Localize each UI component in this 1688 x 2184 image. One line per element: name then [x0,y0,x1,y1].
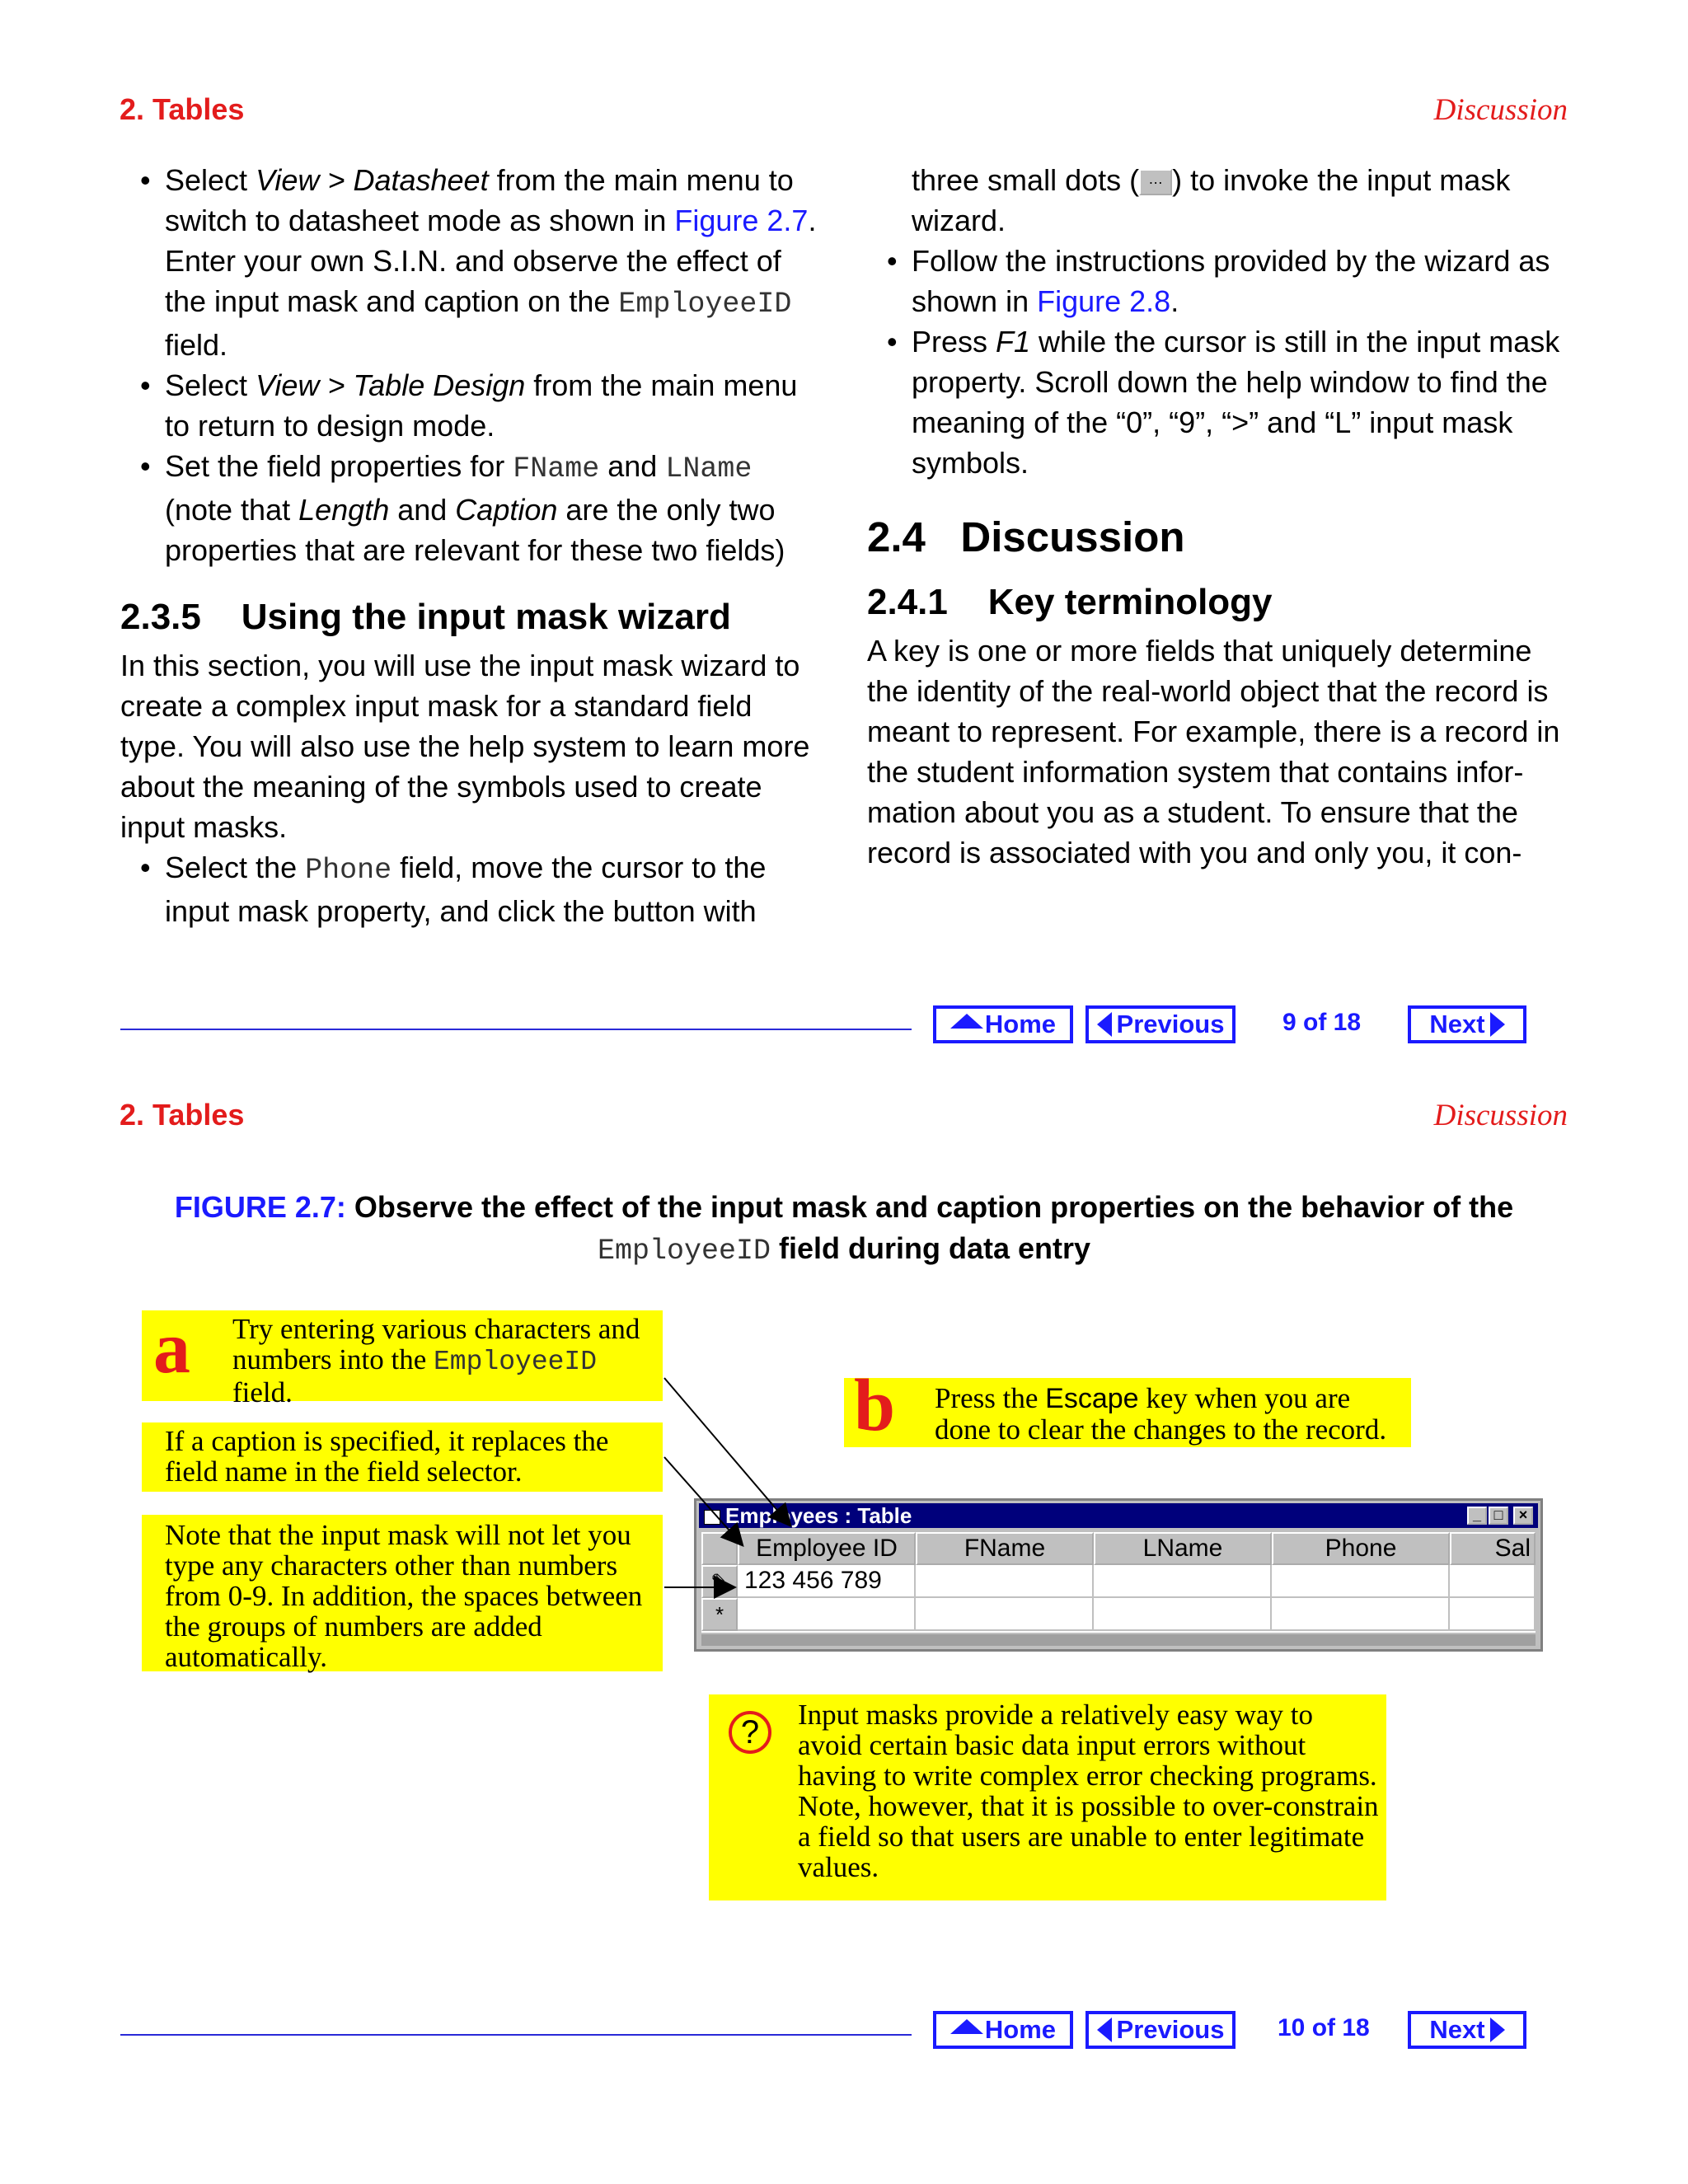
text: Set the field properties for [165,449,513,483]
text: (note that [165,493,299,527]
heading-text: Discussion [960,513,1185,560]
text: while the cursor is still in the input mask property. Scroll down the help window to find the meaning of the “0”, “9”, “>” and “L” input mask symbols. [912,325,1560,480]
heading-number: 2.4 [867,513,926,560]
caption-text: Observe the effect of the input mask and caption properties on the behavior of the [354,1190,1514,1224]
property-name: Length [298,493,390,527]
right-triangle-icon [1490,2018,1505,2042]
figure-link[interactable]: Figure 2.8 [1037,284,1171,318]
column-header-salary[interactable]: Sal [1450,1532,1536,1565]
heading-text: Key terminology [987,582,1273,622]
arrow-caption-to-header [664,1457,742,1544]
text: and [389,493,456,527]
minimize-button[interactable]: _ [1467,1507,1487,1525]
page2-header-section: Discussion [1433,1099,1568,1132]
next-button[interactable] [1408,2011,1526,2049]
next-label: Next [1429,2015,1485,2044]
figure-label: FIGURE 2.7: [174,1190,346,1224]
close-button[interactable]: × [1513,1507,1533,1525]
text: Select the [165,851,306,884]
text: Press [912,325,996,359]
text: . [1170,284,1179,318]
home-button[interactable] [933,2011,1073,2049]
menu-path: View > Table Design [256,368,526,402]
note-input-mask: Note that the input mask will not let you type any characters other than numbers from 0-9. In addition, the spaces between the groups of numbers are added automatically. [142,1515,663,1671]
letter-b-icon: b [854,1365,896,1446]
text: and [599,449,666,483]
note-text: key when you are done to clear the changes to the record. [935,1382,1387,1446]
text: from the main menu to switch to datasheet mode as shown in [165,163,794,237]
note-caption: If a caption is specified, it replaces the field name in the field selector. [142,1422,663,1492]
field-name: LName [665,452,753,485]
note-text: field. [232,1376,293,1408]
page-number: 10 of 18 [1278,2014,1370,2041]
page-number: 9 of 18 [1282,1009,1362,1036]
menu-path: View > Datasheet [256,163,489,197]
text: Follow the instructions provided by the wizard as shown in [912,244,1550,318]
field-name: FName [513,452,600,485]
page1-header-section: Discussion [1433,93,1568,127]
field-name: EmployeeID [618,288,792,321]
column-header-employee-id[interactable]: Employee ID [738,1532,916,1565]
heading-text: Using the input mask wizard [241,597,731,637]
heading-number: 2.3.5 [120,597,201,637]
question-circle-icon: ? [729,1711,771,1754]
record-selector-edit[interactable]: ✎ [701,1565,738,1598]
text: . Enter your own S.I.N. and observe the effect of the input mask and caption on the [165,204,817,318]
record-selector-new[interactable]: * [701,1598,738,1631]
footer-rule [120,2034,912,2036]
caption-field-name: EmployeeID [597,1235,771,1268]
page1-header-chapter: 2. Tables [120,92,245,126]
column-header-phone[interactable]: Phone [1272,1532,1450,1565]
text: three small dots ( [912,163,1140,197]
next-label: Next [1429,1010,1485,1038]
cell-employee-id[interactable]: 123 456 789 [738,1565,916,1598]
intro-paragraph: In this section, you will use the input mask wizard to create a complex input mask for a standard field type. You will also use the help system to learn more about the meaning of the symbols used to create input masks. [120,649,810,844]
maximize-button[interactable]: □ [1489,1507,1508,1525]
text: ) to invoke the input mask wizard. [912,163,1511,237]
note-question: Input masks provide a relatively easy way to avoid certain basic data input errors without having to write complex error checking programs. Note, however, that it is possible to over-constrain a field so that users are unable to enter legitimate values. [709,1694,1386,1900]
key-name: F1 [996,325,1031,359]
column-header-lname[interactable]: LName [1094,1532,1272,1565]
left-triangle-icon [1097,2018,1112,2042]
page2-header-chapter: 2. Tables [120,1098,245,1132]
field-name: Phone [305,854,392,887]
column-header-fname[interactable]: FName [916,1532,1094,1565]
previous-label: Previous [1116,1010,1225,1038]
text: Select [165,368,256,402]
ellipsis-button-icon: … [1139,169,1172,195]
letter-a-icon: a [153,1307,190,1389]
key-paragraph: A key is one or more fields that uniquely determine the identity of the real-world object that the record is meant to represent. For example, there is a record in the student information system that contains infor-mation about you as a student. To ensure that the record is associated with you and only you, it con- [867,634,1560,869]
home-label: Home [984,1010,1057,1038]
arrow-a-to-field [664,1378,790,1525]
home-label: Home [984,2015,1057,2044]
previous-label: Previous [1116,2015,1225,2044]
home-arrow-icon [950,2019,983,2034]
heading-number: 2.4.1 [867,582,948,622]
note-text: Try entering various characters and numbers into the [232,1313,640,1376]
property-name: Caption [455,493,558,527]
field-name: EmployeeID [434,1347,598,1377]
text: from the main menu to return to design mode. [165,368,798,443]
text: field, move the cursor to the input mask property, and click the button with [165,851,767,928]
figure-link[interactable]: Figure 2.7 [674,204,809,237]
key-name: Escape [1045,1383,1139,1414]
caption-text: field during data entry [771,1231,1091,1265]
note-text: Press the [935,1382,1046,1414]
window-title: Employees : Table [725,1503,912,1528]
previous-button[interactable] [1085,2011,1236,2049]
text: Select [165,163,256,197]
text: are the only two properties that are relevant for these two fields) [165,493,785,567]
text: field. [165,328,228,362]
